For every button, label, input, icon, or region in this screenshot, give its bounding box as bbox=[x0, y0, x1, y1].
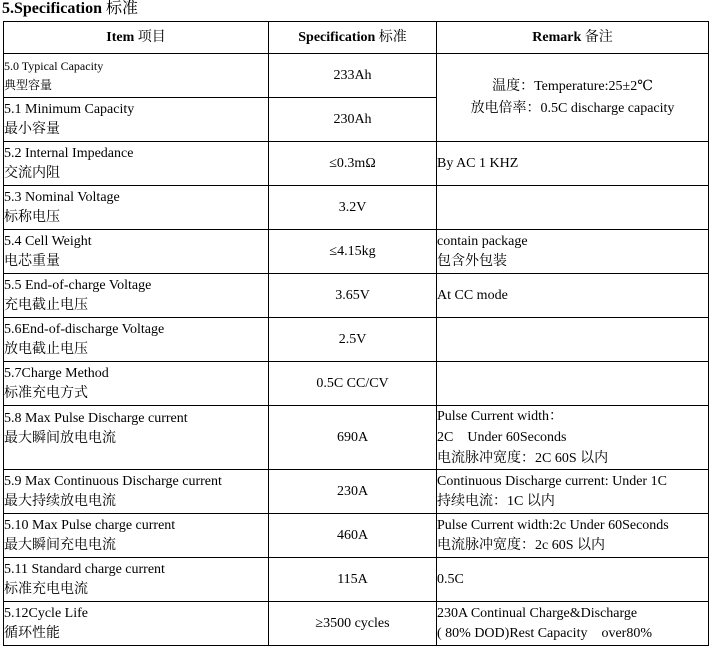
remark-cell: By AC 1 KHZ bbox=[437, 142, 709, 186]
spec-cell: 690A bbox=[269, 406, 437, 470]
item-cell: 5.11 Standard charge current 标准充电电流 bbox=[4, 558, 269, 602]
item-cell: 5.10 Max Pulse charge current 最大瞬间充电电流 bbox=[4, 514, 269, 558]
table-row bbox=[4, 406, 709, 470]
remark-cell bbox=[437, 186, 709, 230]
item-cell: 5.6End-of-discharge Voltage 放电截止电压 bbox=[4, 318, 269, 362]
table-row bbox=[4, 186, 709, 230]
remark-cell bbox=[437, 318, 709, 362]
item-cell: 5.4 Cell Weight 电芯重量 bbox=[4, 230, 269, 274]
table-row bbox=[4, 142, 709, 186]
specification-table bbox=[3, 21, 709, 646]
table-row bbox=[4, 362, 709, 406]
spec-cell: 230A bbox=[269, 470, 437, 514]
remark-cell: 230A Continual Charge&Discharge ( 80% DOD)Rest Capacity over80% bbox=[437, 602, 709, 646]
item-cell: 5.5 End-of-charge Voltage 充电截止电压 bbox=[4, 274, 269, 318]
section-number: 5.Specification bbox=[2, 0, 102, 17]
table-row bbox=[4, 318, 709, 362]
remark-cell: Pulse Current width:2c Under 60Seconds 电流脉冲宽度：2c 60S 以内 bbox=[437, 514, 709, 558]
item-cell: 5.7Charge Method 标准充电方式 bbox=[4, 362, 269, 406]
item-cell: 5.12Cycle Life 循环性能 bbox=[4, 602, 269, 646]
shared-remark-cell: 温度：Temperature:25±2℃ 放电倍率：0.5C discharge capacity bbox=[437, 54, 709, 142]
table-row bbox=[4, 54, 709, 98]
remark-cell: 0.5C bbox=[437, 558, 709, 602]
spec-cell: 460A bbox=[269, 514, 437, 558]
table-row bbox=[4, 558, 709, 602]
remark-cell bbox=[437, 362, 709, 406]
item-cell: 5.9 Max Continuous Discharge current 最大持续放电电流 bbox=[4, 470, 269, 514]
table-row bbox=[4, 470, 709, 514]
remark-cell: Continuous Discharge current: Under 1C 持续电流：1C 以内 bbox=[437, 470, 709, 514]
spec-cell: 230Ah bbox=[269, 98, 437, 142]
spec-cell: 3.2V bbox=[269, 186, 437, 230]
item-cell: 5.0 Typical Capacity 典型容量 bbox=[4, 54, 269, 98]
table-row bbox=[4, 274, 709, 318]
item-cell: 5.3 Nominal Voltage 标称电压 bbox=[4, 186, 269, 230]
spec-cell: ≤0.3mΩ bbox=[269, 142, 437, 186]
item-cell: 5.2 Internal Impedance 交流内阻 bbox=[4, 142, 269, 186]
spec-cell: 2.5V bbox=[269, 318, 437, 362]
section-title-cn: 标准 bbox=[106, 0, 139, 17]
spec-cell: ≥3500 cycles bbox=[269, 602, 437, 646]
spec-cell: 3.65V bbox=[269, 274, 437, 318]
spec-cell: 0.5C CC/CV bbox=[269, 362, 437, 406]
spec-cell: 233Ah bbox=[269, 54, 437, 98]
table-header-row bbox=[4, 22, 709, 54]
remark-cell: Pulse Current width： 2C Under 60Seconds 电流脉冲宽度：2C 60S 以内 bbox=[437, 406, 709, 470]
header-spec: Specification 标准 bbox=[269, 22, 437, 54]
section-title bbox=[2, 0, 138, 19]
item-cell: 5.8 Max Pulse Discharge current 最大瞬间放电电流 bbox=[4, 406, 269, 470]
table-row bbox=[4, 602, 709, 646]
remark-cell: At CC mode bbox=[437, 274, 709, 318]
item-cell: 5.1 Minimum Capacity 最小容量 bbox=[4, 98, 269, 142]
remark-cell: contain package 包含外包装 bbox=[437, 230, 709, 274]
spec-cell: ≤4.15kg bbox=[269, 230, 437, 274]
spec-cell: 115A bbox=[269, 558, 437, 602]
header-item: Item 项目 bbox=[4, 22, 269, 54]
table-row bbox=[4, 514, 709, 558]
table-row bbox=[4, 230, 709, 274]
header-remark: Remark 备注 bbox=[437, 22, 709, 54]
